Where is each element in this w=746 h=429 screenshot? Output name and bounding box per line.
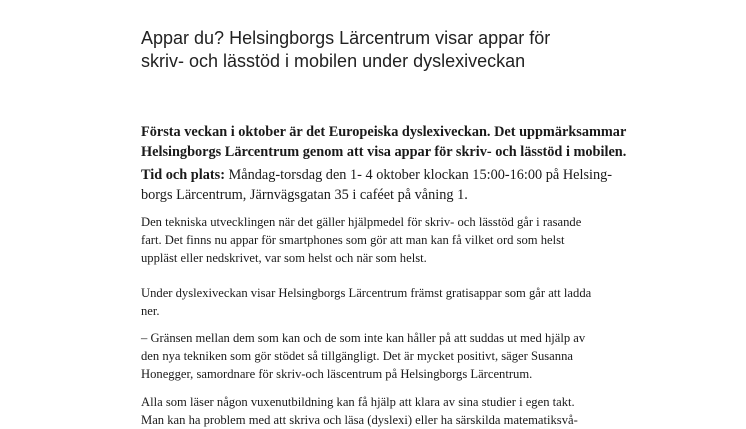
paragraph-line: fart. Det finns nu appar för smartphones som gör att man kan få vilket ord som helst <box>141 233 565 247</box>
body-paragraph <box>141 213 631 267</box>
paragraph-line: Under dyslexiveckan visar Helsingborgs Lärcentrum främst gratisappar som går att ladda <box>141 286 592 300</box>
paragraph-line: uppläst eller nedskrivet, var som helst och när som helst. <box>141 251 427 265</box>
paragraph-line: Alla som läser någon vuxenutbildning kan få hjälp att klara av sina studier i egen takt. <box>141 395 575 409</box>
title-line: Appar du? Helsingborgs Lärcentrum visar appar för <box>141 28 551 48</box>
lead-line: Första veckan i oktober är det Europeiska dyslexiveckan. Det uppmärksammar <box>141 124 627 140</box>
paragraph-line: – Gränsen mellan dem som kan och de som inte kan håller på att suddas ut med hjälp av <box>141 331 586 345</box>
quote-paragraph <box>141 329 631 383</box>
body-paragraph <box>141 393 631 429</box>
lead-line: Helsingborgs Lärcentrum genom att visa appar för skriv- och lässtöd i mobilen. <box>141 144 627 160</box>
time-and-place-line <box>141 165 641 185</box>
paragraph-line: Honegger, samordnare för skriv-och läscentrum på Helsingborgs Lärcentrum. <box>141 367 533 381</box>
paragraph-line: Den tekniska utvecklingen när det gäller hjälpmedel för skriv- och lässtöd går i rasande <box>141 215 582 229</box>
lead-paragraph <box>141 122 641 162</box>
paragraph-line: den nya tekniken som gör stödet så tillgängligt. Det är mycket positivt, säger Susanna <box>141 349 573 363</box>
body-paragraph <box>141 284 631 320</box>
time-and-place-line: borgs Lärcentrum, Järnvägsgatan 35 i caféet på våning 1. <box>141 187 468 203</box>
time-and-place-label: Tid och plats: <box>141 167 225 183</box>
paragraph-line: ner. <box>141 304 160 318</box>
title-line: skriv- och lässtöd i mobilen under dyslexiveckan <box>141 51 526 71</box>
time-and-place <box>141 165 641 205</box>
press-release-title <box>141 27 661 73</box>
time-and-place-text: Måndag-torsdag den 1- 4 oktober klockan 15:00-16:00 på Helsing- <box>224 167 613 183</box>
paragraph-line: Man kan ha problem med att skriva och läsa (dyslexi) eller ha särskilda matematiksvå- <box>141 413 578 427</box>
